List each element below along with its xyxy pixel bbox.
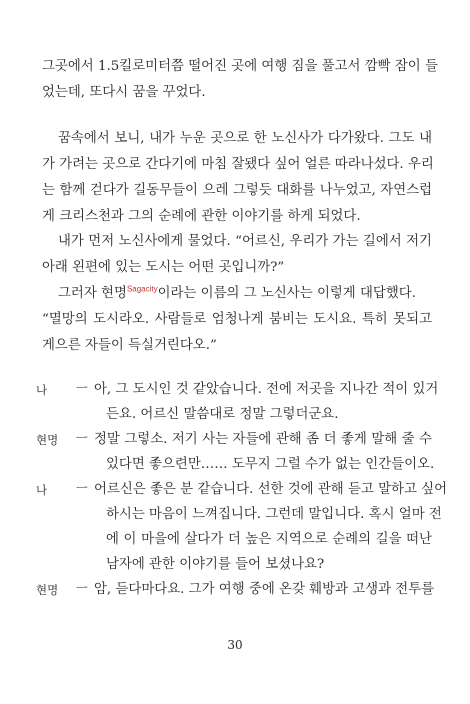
paragraph-line: 아래 왼편에 있는 도시는 어떤 곳입니까?” xyxy=(42,260,285,275)
text-run: 이라는 이름의 그 노신사는 이렇게 대답했다. xyxy=(157,286,416,301)
dialogue-dash: ㅡ xyxy=(76,431,88,445)
dialogue-line: 정말 그렇소. 저기 사는 자들에 관해 좀 더 좋게 말해 줄 수 xyxy=(94,432,432,447)
paragraph-line xyxy=(58,284,432,304)
dialogue-line: 암, 듣다마다요. 그가 여행 중에 온갖 훼방과 고생과 전투를 xyxy=(94,582,435,597)
paragraph-line: 내가 먼저 노신사에게 물었다. “어르신, 우리가 가는 길에서 저기 xyxy=(58,234,432,249)
dialogue-line: 아, 그 도시인 것 같았습니다. 전에 저곳을 지나간 적이 있거 xyxy=(94,382,439,397)
dialogue-line: 에 이 마을에 살다가 더 높은 지역으로 순례의 길을 떠난 xyxy=(106,532,432,547)
dialogue-speaker: 현명 xyxy=(36,583,59,597)
text-run: 그러자 현명 xyxy=(58,286,127,301)
dialogue-line: 있다면 좋으련만…… 도무지 그럴 수가 없는 인간들이오. xyxy=(106,457,435,472)
paragraph-line: 꿈속에서 보니, 내가 누운 곳으로 한 노신사가 다가왔다. 그도 내 xyxy=(58,131,432,146)
dialogue-line: 어르신은 좋은 분 같습니다. 선한 것에 관해 듣고 말하고 싶어 xyxy=(94,482,448,497)
paragraph-line: 가 가려는 곳으로 간다기에 마침 잘됐다 싶어 얼른 따라나섰다. 우리 xyxy=(42,157,434,172)
dialogue-dash: ㅡ xyxy=(76,481,88,495)
dialogue-dash: ㅡ xyxy=(76,581,88,595)
paragraph-line: 게 크리스천과 그의 순례에 관한 이야기를 하게 되었다. xyxy=(42,209,361,224)
paragraph-line: 그곳에서 1.5킬로미터쯤 떨어진 곳에 여행 짐을 풀고서 깜빡 잠이 들 xyxy=(42,59,438,74)
paragraph-line: “멸망의 도시라오. 사람들로 엄청나게 붐비는 도시요. 특히 못되고 xyxy=(42,312,432,327)
dialogue-line: 든요. 어르신 말씀대로 정말 그렇더군요. xyxy=(106,407,339,422)
paragraph-line: 는 함께 걷다가 길동무들이 으레 그렇듯 대화를 나누었고, 자연스럽 xyxy=(42,183,432,198)
dialogue-dash: ㅡ xyxy=(76,381,88,395)
paragraph-line: 었는데, 또다시 꿈을 꾸었다. xyxy=(42,85,206,100)
dialogue-line: 남자에 관한 이야기를 들어 보셨나요? xyxy=(106,557,325,572)
paragraph-line: 게으른 자들이 득실거린다오.” xyxy=(42,338,217,353)
sagacity-watermark: Sagacity xyxy=(126,284,158,294)
dialogue-speaker: 현명 xyxy=(36,433,59,447)
dialogue-speaker: 나 xyxy=(36,483,48,497)
dialogue-line: 하시는 마음이 느껴집니다. 그런데 말입니다. 혹시 얼마 전 xyxy=(106,507,442,522)
dialogue-speaker: 나 xyxy=(36,383,48,397)
page-number: 30 xyxy=(227,638,243,652)
